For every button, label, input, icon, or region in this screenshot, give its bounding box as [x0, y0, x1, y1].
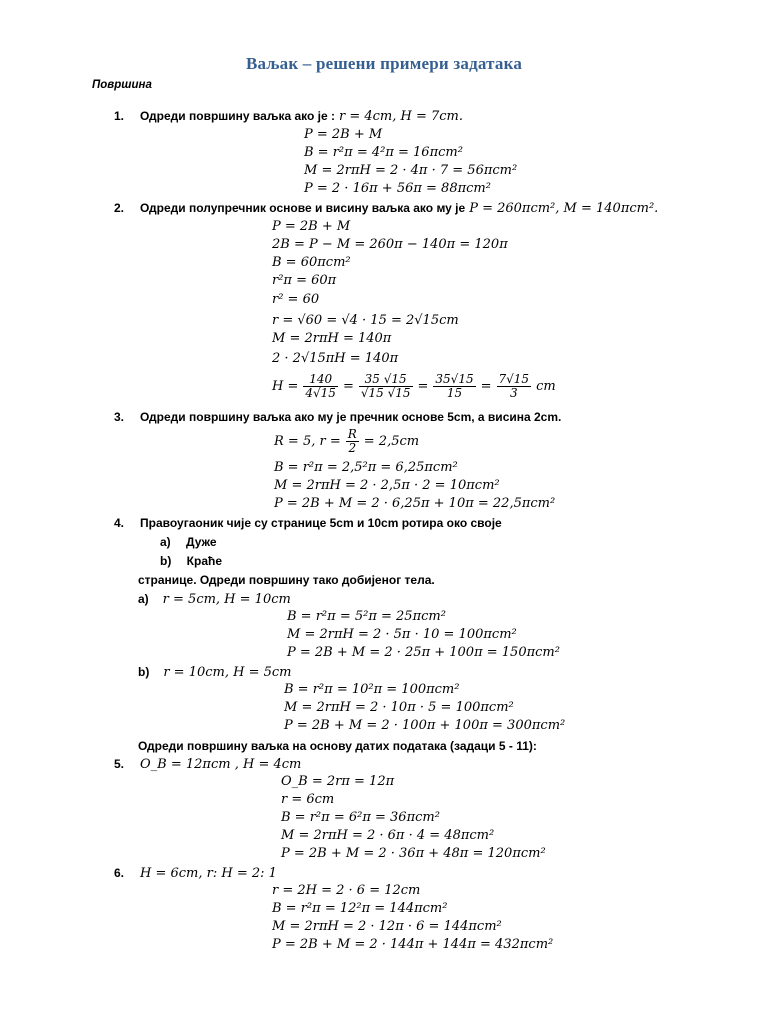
equals-sign: =	[480, 379, 492, 394]
solution-line: B = r²π = 4²π = 16πcm²	[304, 145, 463, 160]
solution-line: 2B = P − M = 260π − 140π = 120π	[272, 237, 508, 252]
solution-line: P = 2B + M	[304, 127, 383, 142]
case-a-given	[138, 590, 291, 609]
expression: = 2,5cm	[363, 434, 420, 449]
solution-line: P = 2B + M = 2 · 25π + 100π = 150πcm²	[287, 645, 560, 660]
expression: R = 5, r =	[274, 434, 341, 449]
solution-line: B = 60πcm²	[272, 255, 351, 270]
solution-line: O_B = 2rπ = 12π	[281, 774, 395, 789]
option-label: b)	[160, 554, 172, 568]
denominator: 2	[346, 441, 359, 455]
option-a	[160, 533, 217, 551]
solution-line: M = 2rπH = 140π	[272, 331, 392, 346]
solution-line: M = 2rπH = 2 · 12π · 6 = 144πcm²	[272, 919, 502, 934]
fraction	[303, 373, 338, 400]
solution-line: M = 2rπH = 2 · 10π · 5 = 100πcm²	[284, 700, 514, 715]
numerator: 35√15	[435, 371, 474, 386]
solution-line: B = r²π = 6²π = 36πcm²	[281, 810, 440, 825]
fraction	[433, 373, 475, 400]
solution-line: r = 6cm	[281, 792, 335, 807]
denominator: 3	[497, 386, 532, 400]
problem-text: Одреди полупречник основе и висину ваљка ако му је	[140, 201, 466, 215]
case-label: b)	[138, 665, 150, 679]
given-values: r = 5cm, H = 10cm	[162, 592, 291, 607]
problem-text-continued: странице. Одреди површину тако добијеног тела.	[138, 573, 435, 587]
problem-1-statement	[114, 107, 463, 126]
problem-number: 3.	[114, 410, 125, 424]
problem-number: 2.	[114, 201, 125, 215]
numerator: R	[347, 426, 357, 441]
numerator: 7√15	[498, 371, 530, 386]
problem-number: 6.	[114, 866, 125, 880]
problem-number: 1.	[114, 109, 125, 123]
case-label: a)	[138, 592, 149, 606]
solution-line: r²π = 60π	[272, 273, 337, 288]
solution-line: r = √60 = √4 · 15 = 2√15cm	[272, 313, 459, 328]
problem-3-statement	[114, 408, 561, 426]
problem-number: 4.	[114, 516, 125, 530]
page-title: Ваљак – решени примери задатака	[245, 54, 523, 73]
solution-line: B = r²π = 12²π = 144πcm²	[272, 901, 448, 916]
fraction	[497, 373, 532, 400]
solution-line: P = 2B + M = 2 · 36π + 48π = 120πcm²	[281, 846, 546, 861]
problem-text: Одреди површину ваљка ако му је пречник основе 5cm, а висина 2cm.	[140, 410, 562, 424]
solution-line: P = 2B + M = 2 · 6,25π + 10π = 22,5πcm²	[274, 496, 556, 511]
denominator: 15	[433, 386, 475, 400]
option-label: a)	[160, 535, 171, 549]
numerator: 140	[309, 371, 333, 386]
solution-line: B = r²π = 10²π = 100πcm²	[284, 682, 460, 697]
denominator: √15 √15	[360, 385, 411, 400]
instructions: Одреди површину ваљка на основу датих података (задаци 5 - 11):	[138, 739, 537, 753]
solution-line: r = 2H = 2 · 6 = 12cm	[272, 883, 421, 898]
solution-line: B = r²π = 5²π = 25πcm²	[287, 609, 446, 624]
fraction	[359, 373, 413, 400]
solution-line: M = 2rπH = 2 · 5π · 10 = 100πcm²	[287, 627, 517, 642]
option-b	[160, 552, 222, 570]
problem-4-statement	[114, 514, 502, 532]
case-b-given	[138, 663, 292, 682]
option-text: Краће	[186, 554, 223, 568]
solution-line: M = 2rπH = 2 · 4π · 7 = 56πcm²	[304, 163, 518, 178]
equals-sign: =	[342, 379, 354, 394]
problem-6-statement	[114, 864, 277, 883]
given-values: P = 260πcm², M = 140πcm².	[469, 201, 659, 216]
solution-line: P = 2 · 16π + 56π = 88πcm²	[304, 181, 491, 196]
solution-line: P = 2B + M = 2 · 100π + 100π = 300πcm²	[284, 718, 566, 733]
denominator: 4√15	[305, 385, 336, 400]
fraction-line	[274, 427, 419, 456]
solution-line: r² = 60	[272, 292, 320, 307]
option-text: Дуже	[186, 535, 217, 549]
solution-line: P = 2B + M = 2 · 144π + 144π = 432πcm²	[272, 937, 554, 952]
solution-line: P = 2B + M	[272, 219, 351, 234]
unit: cm	[536, 379, 556, 394]
solution-line: M = 2rπH = 2 · 2,5π · 2 = 10πcm²	[274, 478, 500, 493]
given-values: r = 4cm, H = 7cm.	[338, 109, 464, 124]
problem-number: 5.	[114, 757, 125, 771]
given-values: O_B = 12πcm , H = 4cm	[140, 757, 302, 772]
problem-5-statement	[114, 755, 301, 774]
section-heading: Површина	[92, 79, 152, 91]
equals-sign: =	[417, 379, 429, 394]
fraction	[346, 428, 359, 455]
given-values: H = 6cm, r: H = 2: 1	[140, 866, 277, 881]
given-values: r = 10cm, H = 5cm	[163, 665, 292, 680]
problem-text: Одреди површину ваљка ако је :	[140, 109, 335, 123]
problem-2-statement	[114, 199, 658, 218]
numerator: 35 √15	[364, 371, 407, 386]
solution-line: B = r²π = 2,5²π = 6,25πcm²	[274, 460, 458, 475]
solution-line: M = 2rπH = 2 · 6π · 4 = 48πcm²	[281, 828, 495, 843]
solution-line: 2 · 2√15πH = 140π	[272, 351, 399, 366]
fraction-lhs: H =	[272, 379, 299, 394]
fraction-line	[272, 372, 556, 401]
problem-text: Правоугаоник чије су странице 5cm и 10cm ротира око своје	[140, 516, 502, 530]
